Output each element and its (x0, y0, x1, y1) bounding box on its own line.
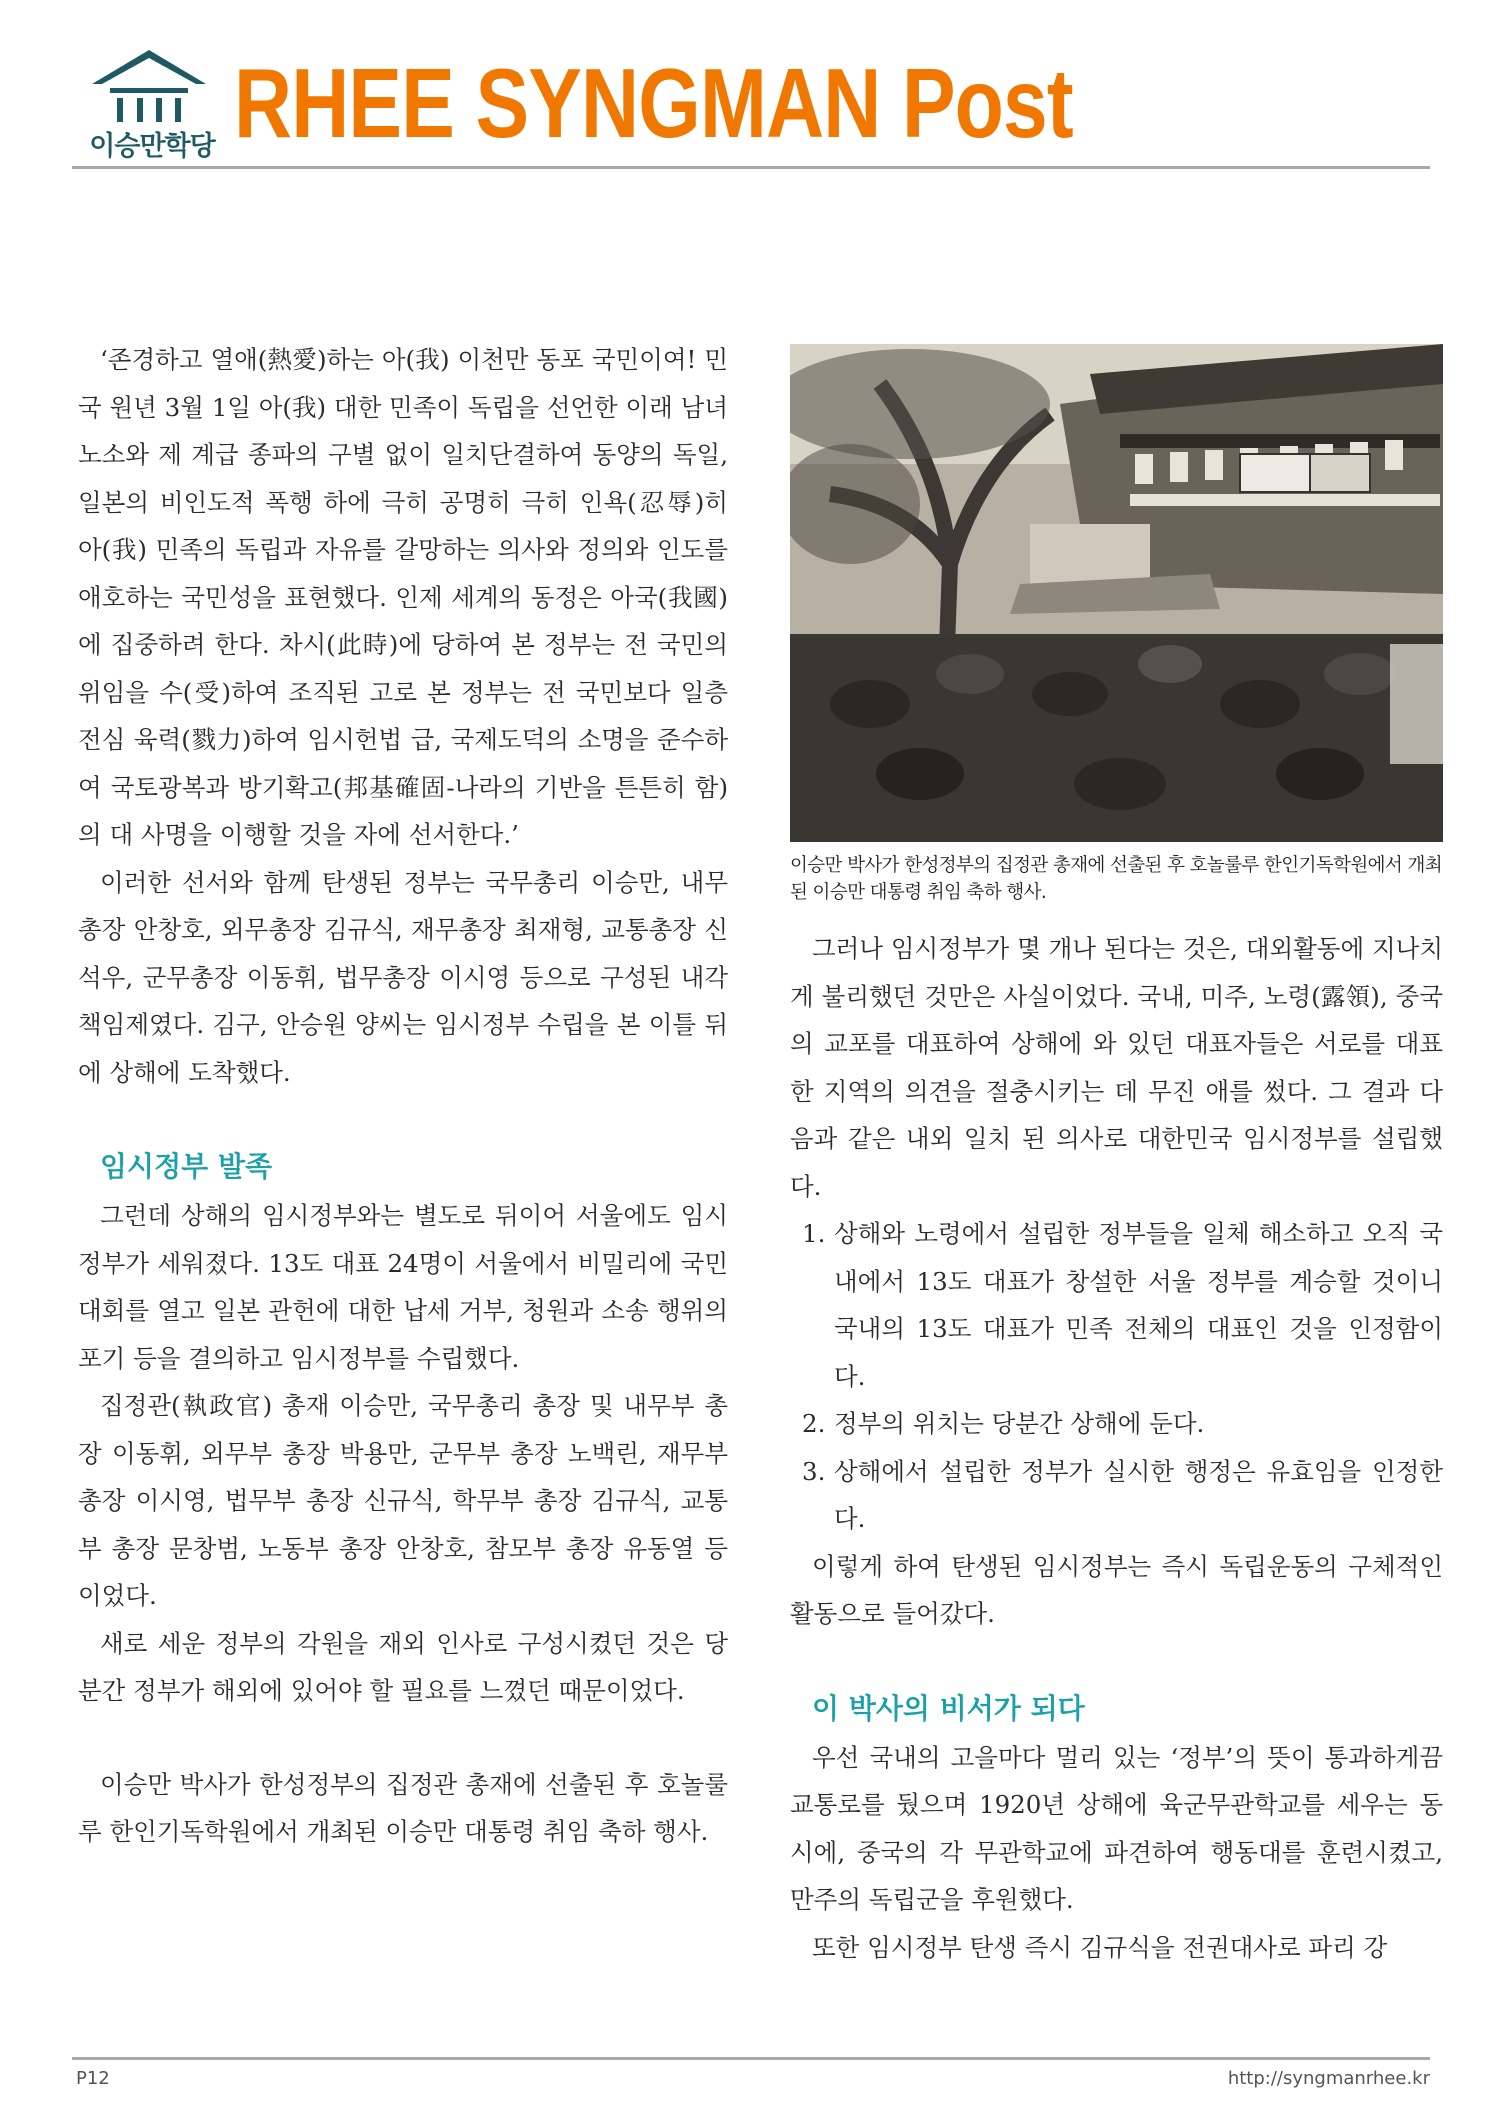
list-text: 상해에서 설립한 정부가 실시한 행정은 유효임을 인정한다. (834, 1456, 1443, 1533)
inauguration-photo-image (790, 344, 1443, 842)
body-paragraph: 이러한 선서와 함께 탄생된 정부는 국무총리 이승만, 내무총장 안창호, 외무총장 김규식, 재무총장 최재형, 교통총장 신석우, 군무총장 이동휘, 법무총장 이시영 등으로 구성된 내각책임제였다. 김구, 안승원 양씨는 임시정부 수립을 본 이틀 뒤에 상해에 도착했다. (78, 867, 728, 1087)
list-text: 정부의 위치는 당분간 상해에 둔다. (834, 1409, 1205, 1438)
section-heading: 임시정부 발족 (100, 1150, 273, 1183)
body-paragraph: 이승만 박사가 한성정부의 집정관 총재에 선출된 후 호놀룰루 한인기독학원에서 개최된 이승만 대통령 취임 축하 행사. (78, 1769, 728, 1846)
publication-title: RHEE SYNGMAN Post (234, 48, 1073, 158)
website-link[interactable]: http://syngmanrhee.kr (1227, 2068, 1430, 2089)
historical-photo (790, 344, 1443, 842)
logo-text: 이승만학당 (89, 131, 215, 162)
body-paragraph: 집정관(執政官) 총재 이승만, 국무총리 총장 및 내무부 총장 이동휘, 외무부 총장 박용만, 군무부 총장 노백린, 재무부 총장 이시영, 법무부 총장 신규식, 학무부 총장 김규식, 교통부 총장 문창범, 노동부 총장 안창호, 참모부 총장 유동열 등이었다. (78, 1391, 728, 1610)
photo-caption: 이승만 박사가 한성정부의 집정관 총재에 선출된 후 호놀룰루 한인기독학원에서 개최된 이승만 대통령 취임 축하 행사. (790, 855, 1443, 903)
body-paragraph: 새로 세운 정부의 각원을 재외 인사로 구성시켰던 것은 당분간 정부가 해외에 있어야 할 필요를 느꼈던 때문이었다. (78, 1628, 728, 1705)
academy-house-icon (84, 48, 214, 130)
section-heading: 이 박사의 비서가 되다 (812, 1691, 1085, 1725)
left-column (78, 336, 728, 1856)
body-paragraph: 우선 국내의 고을마다 멀리 있는 ‘정부’의 뜻이 통과하게끔 교통로를 뒀으며 1920년 상해에 육군무관학교를 세우는 동시에, 중국의 각 무관학교에 파견하여 행동대를 훈련시켰고, 만주의 독립군을 후원했다. (790, 1742, 1443, 1914)
list-number: 3. (802, 1456, 826, 1486)
list-number: 2. (802, 1409, 826, 1438)
page-number: P12 (76, 2068, 110, 2089)
body-paragraph: 그런데 상해의 임시정부와는 별도로 뒤이어 서울에도 임시정부가 세워졌다. 13도 대표 24명이 서울에서 비밀리에 국민대회를 열고 일본 관헌에 대한 납세 거부, 청원과 소송 행위의 포기 등을 결의하고 임시정부를 수립했다. (78, 1201, 728, 1373)
list-item (790, 1400, 1443, 1448)
oath-paragraph: ‘존경하고 열애(熱愛)하는 아(我) 이천만 동포 국민이여! 민국 원년 3월 1일 아(我) 대한 민족이 독립을 선언한 이래 남녀노소와 제 계급 종파의 구별 없이 일치단결하여 동양의 독일, 일본의 비인도적 폭행 하에 극히 공명히 극히 인욕(忍辱)히 아(我) 민족의 독립과 자유를 갈망하는 의사와 정의와 인도를 애호하는 국민성을 표현했다. 인제 세계의 동정은 아국(我國)에 집중하려 한다. 차시(此時)에 당하여 본 정부는 전 국민의 위임을 수(受)하여 조직된 고로 본 정부는 전 국민보다 일층 전심 육력(戮力)하여 임시헌법 급, 국제도덕의 소명을 준수하여 국토광복과 방기확고(邦基確固-나라의 기반을 튼튼히 함)의 대 사명을 이행할 것을 자에 선서한다.’ (78, 345, 728, 849)
footer-divider (72, 2057, 1430, 2060)
list-item (790, 1210, 1443, 1400)
masthead (72, 48, 1430, 168)
list-item (790, 1448, 1443, 1543)
body-paragraph: 그러나 임시정부가 몇 개나 된다는 것은, 대외활동에 지나치게 불리했던 것만은 사실이었다. 국내, 미주, 노령(露領), 중국의 교포를 대표하여 상해에 와 있던 대표자들은 서로를 대표한 지역의 의견을 절충시키는 데 무진 애를 썼다. 그 결과 다음과 같은 내외 일치 된 의사로 대한민국 임시정부를 설립했다. (790, 934, 1443, 1201)
header-divider (72, 166, 1430, 169)
body-paragraph: 또한 임시정부 탄생 즉시 김규식을 전권대사로 파리 강 (812, 1932, 1388, 1962)
list-text: 상해와 노령에서 설립한 정부들을 일체 해소하고 오직 국내에서 13도 대표가 창설한 서울 정부를 계승할 것이니 국내의 13도 대표가 민족 전체의 대표인 것을 인정함이다. (834, 1219, 1443, 1391)
list-number: 1. (802, 1219, 826, 1248)
body-paragraph: 이렇게 하여 탄생된 임시정부는 즉시 독립운동의 구체적인 활동으로 들어갔다. (790, 1551, 1443, 1628)
right-column (790, 925, 1443, 1971)
